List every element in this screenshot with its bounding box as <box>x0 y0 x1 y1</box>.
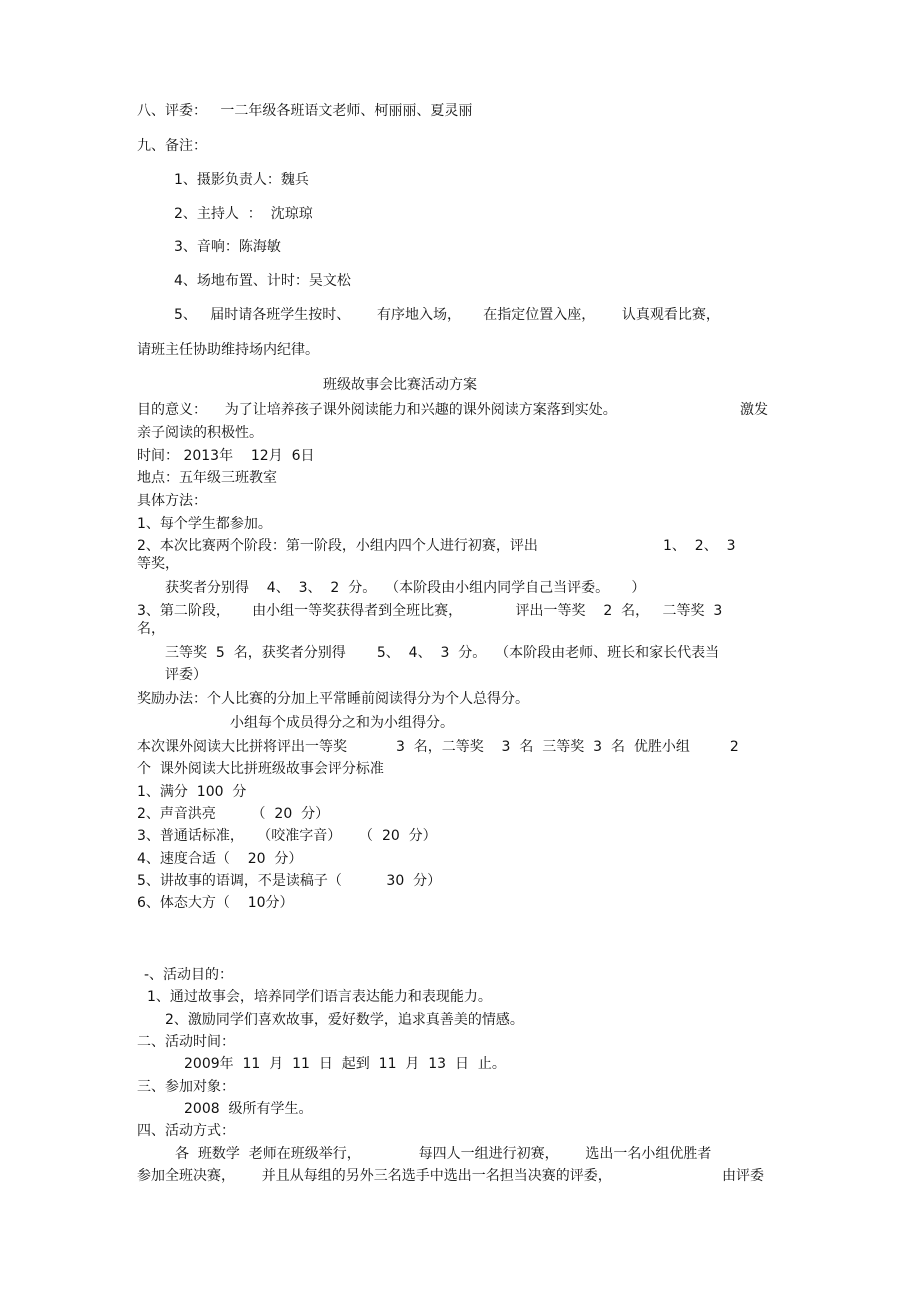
criteria-item: 4、速度合适（ 20 分） <box>137 851 303 867</box>
note-item: 1、摄影负责人：魏兵 <box>174 172 309 188</box>
summary-line: 本次课外阅读大比拼将评出一等奖 3 名，二等奖 3 名 三等奖 3 名 优胜小组 2 <box>137 739 739 755</box>
method-item-cont: 三等奖 5 名，获奖者分别得 5、 4、 3 分。 （本阶段由老师、班长和家长代表当 <box>165 645 720 661</box>
criteria-item: 3、普通话标准， （咬准字音） （ 20 分） <box>137 828 437 844</box>
activity-method-heading: 四、活动方式： <box>137 1123 235 1139</box>
reward-line-2: 小组每个成员得分之和为小组得分。 <box>230 715 454 731</box>
method-item-cont: 名， <box>137 621 165 637</box>
plan-title: 班级故事会比赛活动方案 <box>323 377 477 393</box>
criteria-item: 2、声音洪亮 （ 20 分） <box>137 806 330 822</box>
criteria-item: 1、满分 100 分 <box>137 784 247 800</box>
participants-heading: 三、参加对象： <box>137 1079 235 1095</box>
activity-method-line: 参加全班决赛， 并且从每组的另外三名选手中选出一名担当决赛的评委， <box>137 1168 612 1184</box>
method-item: 3、第二阶段， 由小组一等奖获得者到全班比赛， 评出一等奖 2 名， 二等奖 3 <box>137 603 723 619</box>
activity-time-heading: 二、活动时间： <box>137 1034 235 1050</box>
judges-line: 八、评委： 一二年级各班语文老师、柯丽丽、夏灵丽 <box>137 103 473 119</box>
participants: 2008 级所有学生。 <box>184 1101 313 1117</box>
method-item-cont: 获奖者分别得 4、 3、 2 分。 （本阶段由小组内同学自己当评委。 ） <box>165 580 646 596</box>
summary-line-2: 个 课外阅读大比拼班级故事会评分标准 <box>137 761 384 777</box>
place-line: 地点：五年级三班教室 <box>137 470 277 486</box>
method-heading: 具体方法： <box>137 493 207 509</box>
method-item-right: 1、 2、 3 <box>663 538 736 554</box>
notes-heading: 九、备注： <box>137 138 207 154</box>
method-item-cont: 等奖， <box>137 556 179 572</box>
note-item: 3、音响：陈海敏 <box>174 239 281 255</box>
method-item-cont: 评委） <box>165 667 207 683</box>
activity-purpose-item: 1、通过故事会，培养同学们语言表达能力和表现能力。 <box>147 989 492 1005</box>
method-item: 2、本次比赛两个阶段：第一阶段，小组内四个人进行初赛，评出 <box>137 538 538 554</box>
activity-time: 2009年 11 月 11 日 起到 11 月 13 日 止。 <box>184 1056 506 1072</box>
time-line: 时间： 2013年 12月 6日 <box>137 448 315 464</box>
note-continuation: 请班主任协助维持场内纪律。 <box>137 342 319 358</box>
method-item: 1、每个学生都参加。 <box>137 516 272 532</box>
note-item: 4、场地布置、计时：吴文松 <box>174 273 351 289</box>
criteria-item: 5、讲故事的语调，不是读稿子（ 30 分） <box>137 873 442 889</box>
activity-method-line: 各 班数学 老师在班级举行， 每四人一组进行初赛， 选出一名小组优胜者 <box>175 1146 712 1162</box>
activity-purpose-heading: -、活动目的： <box>144 967 234 983</box>
purpose-line-2: 亲子阅读的积极性。 <box>137 425 263 441</box>
note-item: 5、 届时请各班学生按时、 有序地入场， 在指定位置入座， 认真观看比赛， <box>174 307 720 323</box>
purpose-line-right: 激发 <box>740 402 768 418</box>
purpose-line: 目的意义： 为了让培养孩子课外阅读能力和兴趣的课外阅读方案落到实处。 <box>137 402 617 418</box>
activity-purpose-item: 2、激励同学们喜欢故事，爱好数学，追求真善美的情感。 <box>165 1012 524 1028</box>
note-item: 2、主持人 ： 沈琼琼 <box>174 206 313 222</box>
criteria-item: 6、体态大方（ 10分） <box>137 895 294 911</box>
activity-method-line-right: 由评委 <box>722 1168 764 1184</box>
reward-line: 奖励办法：个人比赛的分加上平常睡前阅读得分为个人总得分。 <box>137 691 529 707</box>
